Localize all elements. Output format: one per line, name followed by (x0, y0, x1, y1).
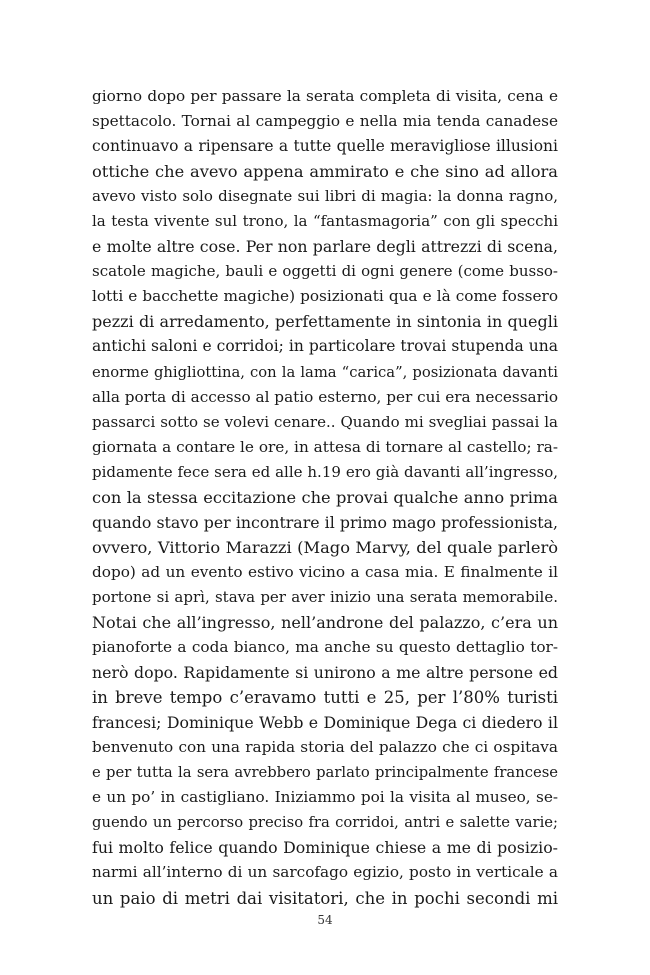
text-line: un paio di metri dai visitatori, che in pochi secondi mi (92, 888, 558, 908)
text-line: alla porta di accesso al patio esterno, per cui era necessario (92, 387, 558, 406)
body-text (92, 84, 558, 911)
text-line: Notai che all’ingresso, nell’androne del palazzo, c’era un (92, 612, 558, 632)
text-line: quando stavo per incontrare il primo mago professionista, (92, 512, 558, 532)
text-line: giornata a contare le ore, in attesa di tornare al castello; ra- (92, 437, 558, 456)
text-line: benvenuto con una rapida storia del palazzo che ci ospitava (92, 738, 558, 757)
text-line: pidamente fece sera ed alle h.19 ero già davanti all’ingresso, (92, 462, 558, 481)
text-line: pezzi di arredamento, perfettamente in sintonia in quegli (92, 312, 558, 332)
text-line: passarci sotto se volevi cenare.. Quando mi svegliai passai la (92, 412, 558, 431)
text-line: narmi all’interno di un sarcofago egizio, posto in verticale a (92, 863, 558, 882)
text-line: portone si aprì, stava per aver inizio una serata memorabile. (92, 587, 558, 606)
text-line: spettacolo. Tornai al campeggio e nella mia tenda canadese (92, 112, 558, 131)
text-line: guendo un percorso preciso fra corridoi, antri e salette varie; (92, 814, 558, 832)
text-line: e molte altre cose. Per non parlare degli attrezzi di scena, (92, 237, 558, 257)
text-line: lotti e bacchette magiche) posizionati qua e là come fossero (92, 287, 558, 306)
text-line: continuavo a ripensare a tutte quelle meravigliose illusioni (92, 137, 558, 156)
text-line: avevo visto solo disegnate sui libri di magia: la donna ragno, (92, 187, 558, 206)
text-line: giorno dopo per passare la serata completa di visita, cena e (92, 87, 558, 105)
page-number: 54 (317, 913, 333, 927)
text-line: la testa vivente sul trono, la “fantasmagoria” con gli specchi (92, 212, 558, 231)
text-line: in breve tempo c’eravamo tutti e 25, per l’80% turisti (92, 688, 558, 708)
text-line: ottiche che avevo appena ammirato e che sino ad allora (92, 162, 558, 182)
text-line: pianoforte a coda bianco, ma anche su questo dettaglio tor- (92, 638, 558, 657)
text-line: francesi; Dominique Webb e Dominique Dega ci diedero il (92, 713, 558, 733)
text-line: e un po’ in castigliano. Iniziammo poi la visita al museo, se- (92, 788, 558, 807)
text-line: enorme ghigliottina, con la lama “carica”, posizionata davanti (92, 363, 558, 381)
text-line: fui molto felice quando Dominique chiese a me di posizio- (92, 838, 558, 858)
text-line: dopo) ad un evento estivo vicino a casa mia. E finalmente il (92, 562, 558, 581)
text-line: nerò dopo. Rapidamente si unirono a me altre persone ed (92, 663, 558, 683)
text-line: scatole magiche, bauli e oggetti di ogni genere (come busso- (92, 262, 558, 281)
text-line: ovvero, Vittorio Marazzi (Mago Marvy, del quale parlerò (92, 537, 558, 557)
text-line: con la stessa eccitazione che provai qualche anno prima (92, 487, 558, 507)
text-line: antichi saloni e corridoi; in particolare trovai stupenda una (92, 337, 558, 356)
text-line: e per tutta la sera avrebbero parlato principalmente francese (92, 764, 558, 782)
